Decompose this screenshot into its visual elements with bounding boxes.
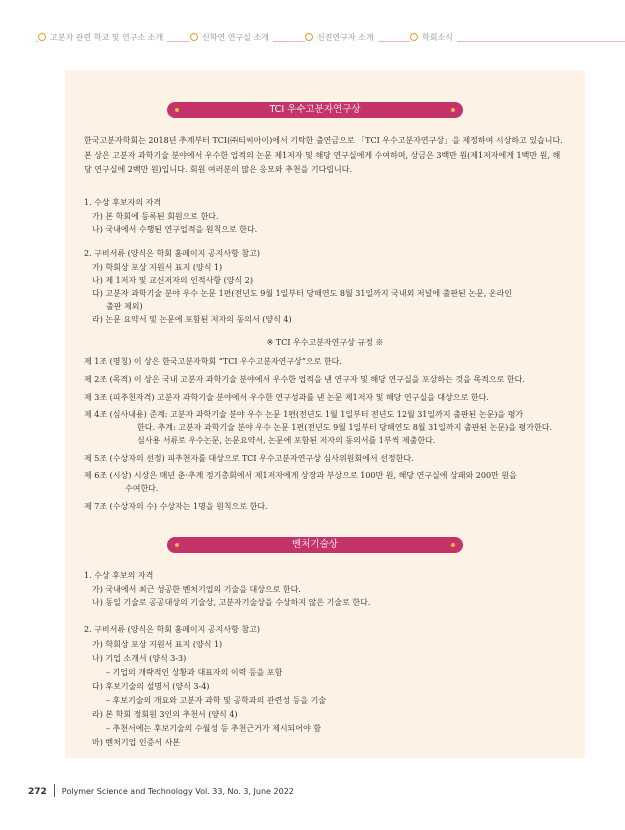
nav-item-news[interactable]: 학회소식 — [410, 32, 457, 43]
tci-rules-title: ※ TCI 우수고분자연구상 규정 ※ — [266, 338, 384, 347]
tci-intro: 한국고분자학회는 2018년 추계부터 TCI(㈜티씨아이)에서 기탁한 출연금으로 「TCI 우수고분자연구상」을 제정하여 시상하고 있습니다. 본 상은 고분자 과학기술 분야에서 우수한 업적의 논문 제1저자 및 해당 연구실에게 수여하며, 상금은 3백만 원(제1저자에게 1백만 원, 해당 연구실에 2백만 원)입니다. 회원 여러분의 많은 응모와 추천을 기다립니다. — [84, 136, 563, 174]
nav-dot-icon — [410, 33, 418, 41]
nav-dot-icon — [305, 33, 313, 41]
nav-item-labs[interactable]: 신학연 연구실 소개 — [190, 32, 273, 43]
list-item: – 기업의 개략적인 상황과 대표자의 이력 등을 포함 — [106, 668, 283, 677]
tci-section2-title: 2. 구비서류 (양식은 학회 홈페이지 공지사항 참고) — [84, 249, 260, 258]
rule-item: 제 6조 (시상) 시상은 매년 춘·추계 정기총회에서 제1저자에게 상장과 부상으로 100만 원, 해당 연구실에 상패와 200만 원을 — [84, 471, 517, 480]
nav-dot-icon — [38, 33, 46, 41]
tci-title: TCI 우수고분자연구상 — [269, 104, 361, 115]
nav-item-researchers[interactable]: 신진연구자 소개 — [305, 32, 378, 43]
list-item: 가) 국내에서 최근 성공한 벤처기업의 기술을 대상으로 한다. — [92, 585, 301, 594]
nav-dot-icon — [190, 33, 198, 41]
list-item: 나) 기업 소개서 (양식 3-3) — [92, 654, 187, 663]
journal-citation: Polymer Science and Technology Vol. 33, No. 3, June 2022 — [61, 787, 294, 796]
section-title-venture — [167, 537, 463, 553]
rule-item: 수여한다. — [125, 484, 159, 493]
rule-item: 제 3조 (피추천자격) 고분자 과학기술 분야에서 우수한 연구성과를 낸 논문 제1저자 및 해당 연구실을 대상으로 한다. — [84, 393, 489, 402]
list-item: 다) 후보기술의 설명서 (양식 3-4) — [92, 682, 210, 691]
section-title-tci — [167, 102, 463, 118]
top-navigation — [0, 30, 625, 54]
nav-item-schools[interactable]: 고분자 관련 학교 및 연구소 소개 — [38, 32, 167, 43]
list-item: 가) 학회상 포상 지원서 표지 (양식 1) — [92, 263, 223, 272]
list-item: 라) 논문 요약서 및 논문에 포함된 저자의 동의서 (양식 4) — [92, 315, 292, 324]
rule-item: 제 5조 (수상자의 선정) 피추천자를 대상으로 TCI 우수고분자연구상 심사위원회에서 선정한다. — [84, 454, 414, 463]
list-item: 나) 제 1저자 및 교신저자의 인적사항 (양식 2) — [92, 276, 253, 285]
page-number: 272 — [28, 787, 47, 797]
list-item: – 추천서에는 후보기술의 수월성 등 추천근거가 제시되어야 함 — [106, 724, 321, 733]
footer-divider — [54, 784, 55, 797]
venture-title: 벤처기술상 — [292, 539, 338, 550]
list-item: 나) 국내에서 수행된 연구업적을 원칙으로 한다. — [92, 225, 258, 234]
bar-dot-icon — [175, 543, 179, 547]
venture-section1-title: 1. 수상 후보의 자격 — [84, 571, 154, 580]
bar-dot-icon — [451, 543, 455, 547]
list-item: – 후보기술의 개요와 고분자 과학 및 공학과의 관련성 등을 기술 — [106, 696, 327, 705]
list-item: 가) 본 학회에 등록된 회원으로 한다. — [92, 212, 219, 221]
rule-item: 한다. 추계: 고분자 과학기술 분야 우수 논문 1편(전년도 9월 1일부터 당해연도 8월 31일까지 출판된 논문)을 평가한다. — [137, 423, 553, 432]
rule-item: 제 1조 (명칭) 이 상은 한국고분자학회 “TCI 우수고분자연구상”으로 한다. — [84, 357, 342, 366]
list-item: 나) 동일 기술로 공공대상의 기술상, 고분자기술상을 수상하지 않은 기술로 한다. — [92, 598, 371, 607]
list-item: 라) 본 학회 정회원 3인의 추천서 (양식 4) — [92, 710, 238, 719]
list-item: 출판 제외) — [106, 302, 143, 311]
bar-dot-icon — [175, 108, 179, 112]
tci-section1-title: 1. 수상 후보자의 자격 — [84, 198, 162, 207]
rule-item: 제 7조 (수상자의 수) 수상자는 1명을 원칙으로 한다. — [84, 502, 268, 511]
list-item: 다) 고분자 과학기술 분야 우수 논문 1편(전년도 9월 1일부터 당해연도 8월 31일까지 국내외 저널에 출판된 논문, 온라인 — [92, 289, 513, 298]
list-item: 마) 벤처기업 인증서 사본 — [92, 738, 181, 747]
rule-item: 심사용 서류로 우수논문, 논문요약서, 논문에 포함된 저자의 동의서를 1부씩 제출한다. — [137, 436, 436, 445]
venture-section2-title: 2. 구비서류 (양식은 학회 홈페이지 공지사항 참고) — [84, 625, 260, 634]
bar-dot-icon — [451, 108, 455, 112]
rule-item: 제 2조 (목적) 이 상은 국내 고분자 과학기술 분야에서 우수한 업적을 낸 연구자 및 해당 연구실을 포상하는 것을 목적으로 한다. — [84, 375, 525, 384]
rule-item: 제 4조 (심사내용) 준계: 고분자 과학기술 분야 우수 논문 1편(전년도 1월 1일부터 전년도 12월 31일까지 출판된 논문)을 평가 — [84, 410, 524, 419]
list-item: 가) 학회상 포상 지원서 표지 (양식 1) — [92, 640, 223, 649]
page-footer — [28, 784, 294, 797]
